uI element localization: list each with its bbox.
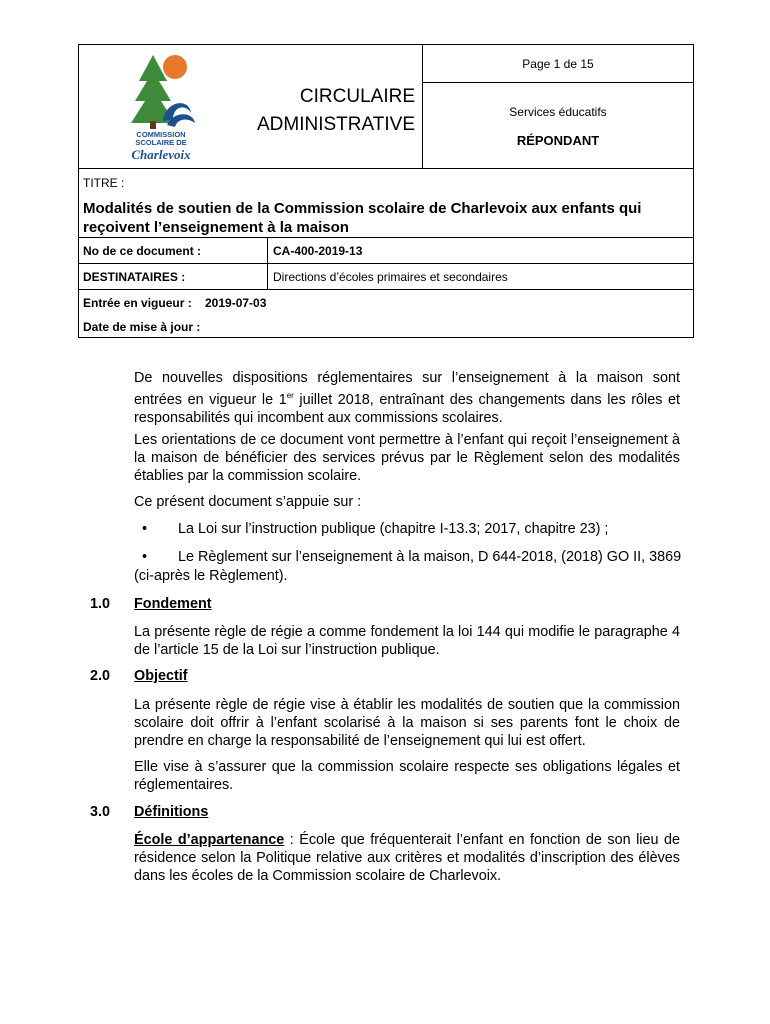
recipients-row [79, 263, 693, 289]
title-row [79, 168, 693, 237]
doc-number-label: No de ce document : [83, 244, 202, 258]
intro-paragraph-2: Les orientations de ce document vont permettre à l’enfant qui reçoit l’enseignement à la maison de bénéficier des services prévus par le Règlement selon des modalités établies par la commission scolaire. [134, 432, 680, 484]
section-2-number: 2.0 [90, 668, 111, 684]
effective-date-value: 2019-07-03 [205, 296, 267, 310]
commission-scolaire-logo [123, 51, 199, 163]
logo-text-3: Charlevoix [131, 147, 191, 162]
logo-cell [79, 45, 423, 168]
section-3-heading: Définitions [134, 804, 209, 820]
section-1-number: 1.0 [90, 596, 111, 612]
bullet-marker: • [142, 521, 148, 537]
dates-row [79, 289, 693, 337]
page-cell [423, 45, 693, 83]
bullet-item-1: La Loi sur l’instruction publique (chapitre I-13.3; 2017, chapitre 23) ; [178, 521, 609, 537]
bullet-marker: • [142, 549, 148, 565]
intro-p1-sup: er [286, 391, 294, 400]
header-table [78, 44, 694, 338]
section-1-heading: Fondement [134, 596, 212, 612]
intro-p1-a: De nouvelles dispositions réglementaires sur l’enseignement à la maison sont entrées en vigueur le 1 [134, 370, 680, 408]
circular-title-line1: CIRCULAIRE [299, 86, 415, 107]
bullet-item-2-line1: Le Règlement sur l’enseignement à la maison, D 644-2018, (2018) GO II, 3869 [178, 549, 682, 565]
section-2-heading: Objectif [134, 668, 188, 684]
recipients-value: Directions d’écoles primaires et secondaires [273, 270, 508, 284]
logo-text-1: COMMISSION [136, 130, 186, 139]
section-2-paragraph-1: La présente règle de régie vise à établir les modalités de soutien que la commission scolaire doit offrir à l’enfant scolarisé à la maison si ses parents font le choix de prendre en charge la responsabilité de l’enseignement qui lui est offert. [134, 697, 680, 749]
circular-title [239, 83, 415, 139]
definition-text: : École que fréquenterait l’enfant en fonction de son lieu de résidence selon la Politique relative aux critères et modalités d’inscription des élèves dans les écoles de la Commission scolaire de Charlevoix. [134, 832, 680, 884]
respondent-label: RÉPONDANT [516, 133, 600, 148]
bullet-item-2-line2: (ci-après le Règlement). [134, 568, 288, 584]
title-label: TITRE : [83, 176, 125, 190]
section-2-paragraph-2: Elle vise à s’assurer que la commission scolaire respecte ses obligations légales et réglementaires. [134, 759, 680, 793]
circular-title-line2: ADMINISTRATIVE [257, 114, 415, 135]
section-1-paragraph: La présente règle de régie a comme fondement la loi 144 qui modifie le paragraphe 4 de l’article 15 de la Loi sur l’instruction publique. [134, 624, 680, 658]
definition-term: École d’appartenance [134, 832, 285, 848]
logo-text-2: SCOLAIRE DE [135, 138, 187, 147]
definition-paragraph [134, 831, 680, 885]
intro-paragraph-1 [134, 369, 680, 427]
update-date-label: Date de mise à jour : [83, 320, 201, 334]
page-number: Page 1 de 15 [522, 57, 594, 71]
service-name: Services éducatifs [509, 105, 607, 119]
document-title: Modalités de soutien de la Commission scolaire de Charlevoix aux enfants qui reçoivent l’enseignement à la maison [83, 200, 642, 236]
doc-number-value: CA-400-2019-13 [273, 244, 363, 258]
recipients-label: DESTINATAIRES : [83, 270, 186, 284]
column-divider [267, 238, 268, 263]
column-divider [267, 264, 268, 289]
intro-paragraph-3: Ce présent document s’appuie sur : [134, 494, 362, 510]
section-3-number: 3.0 [90, 804, 111, 820]
effective-date-label: Entrée en vigueur : [83, 296, 192, 310]
doc-number-row [79, 237, 693, 263]
intro-p1-b: juillet 2018, entraînant des changements dans les rôles et responsabilités qui incombent aux commissions scolaires. [134, 391, 680, 426]
service-cell [423, 83, 693, 168]
